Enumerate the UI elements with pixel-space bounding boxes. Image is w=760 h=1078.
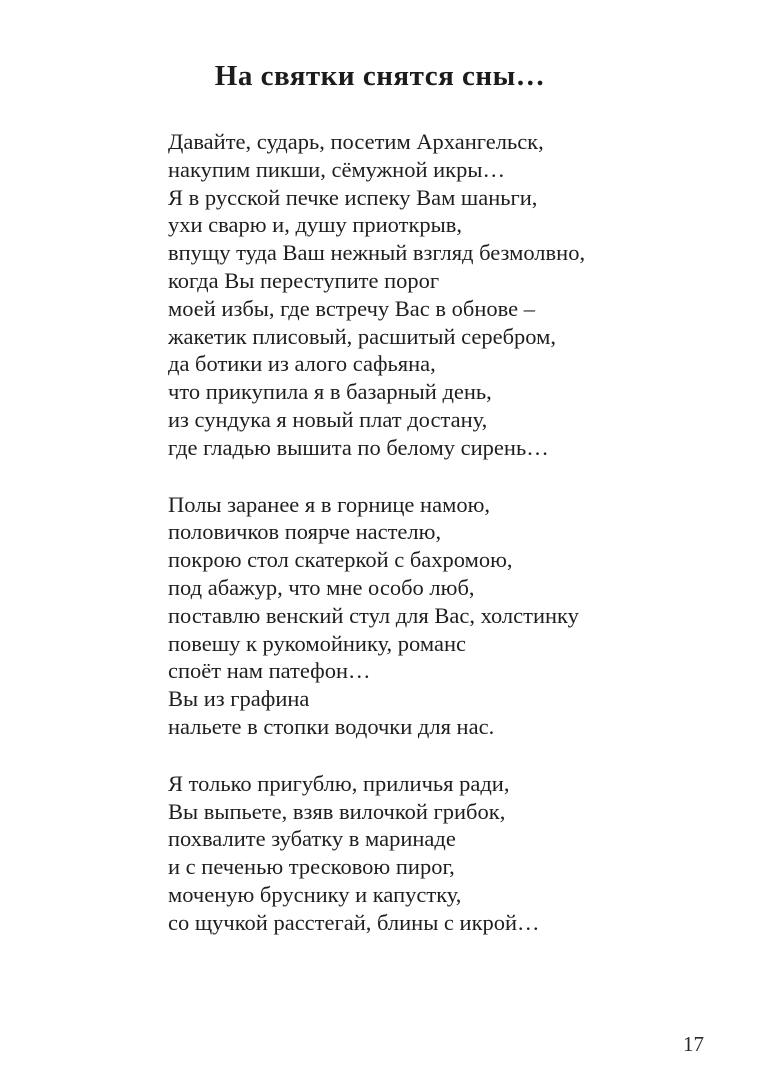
poem-line: Я в русской печке испеку Вам шаньги, — [168, 184, 538, 210]
poem-body — [168, 128, 700, 937]
poem-line: Я только пригублю, приличья ради, — [168, 770, 510, 796]
page-title: На святки снятся сны… — [214, 60, 546, 92]
page-number: 17 — [683, 1032, 704, 1056]
poem-line: Давайте, сударь, посетим Архангельск, — [168, 129, 544, 154]
poem-line: да ботики из алого сафьяна, — [168, 351, 436, 377]
poem-line: из сундука я новый плат достану, — [168, 406, 488, 432]
poem-line: где гладью вышита по белому сирень… — [168, 434, 549, 460]
poem-line: повешу к рукомойнику, романс — [168, 630, 466, 656]
poem-line: моей избы, где встречу Вас в обнове – — [168, 295, 535, 321]
stanza — [168, 491, 700, 741]
poem-line: что прикупила я в базарный день, — [168, 379, 492, 405]
poem-line: поставлю венский стул для Вас, холстинку — [168, 602, 579, 628]
poem-line: споёт нам патефон… — [168, 658, 371, 684]
poem-line: со щучкой расстегай, блины с икрой… — [168, 909, 540, 935]
poem-line: Вы из графина — [168, 686, 310, 712]
poem-line: Полы заранее я в горнице намою, — [168, 491, 490, 517]
poem-line: жакетик плисовый, расшитый серебром, — [168, 323, 556, 349]
stanza — [168, 770, 700, 937]
poem-line: покрою стол скатеркой с бахромою, — [168, 547, 513, 573]
poem-line: накупим пикши, сёмужной икры… — [168, 156, 505, 182]
poem-line: Вы выпьете, взяв вилочкой грибок, — [168, 798, 506, 824]
poem-line: половичков поярче настелю, — [168, 519, 442, 545]
poem-line: ухи сварю и, душу приоткрыв, — [168, 212, 463, 238]
poem-line: нальете в стопки водочки для нас. — [168, 713, 495, 739]
poem-line: под абажур, что мне особо люб, — [168, 574, 475, 600]
poem-line: когда Вы переступите порог — [168, 267, 440, 293]
poem-line: похвалите зубатку в маринаде — [168, 826, 456, 852]
poem-line: моченую бруснику и капустку, — [168, 881, 462, 907]
poem-line: впущу туда Ваш нежный взгляд безмолвно, — [168, 240, 586, 266]
poem-line: и с печенью тресковою пирог, — [168, 854, 455, 880]
stanza — [168, 128, 700, 462]
